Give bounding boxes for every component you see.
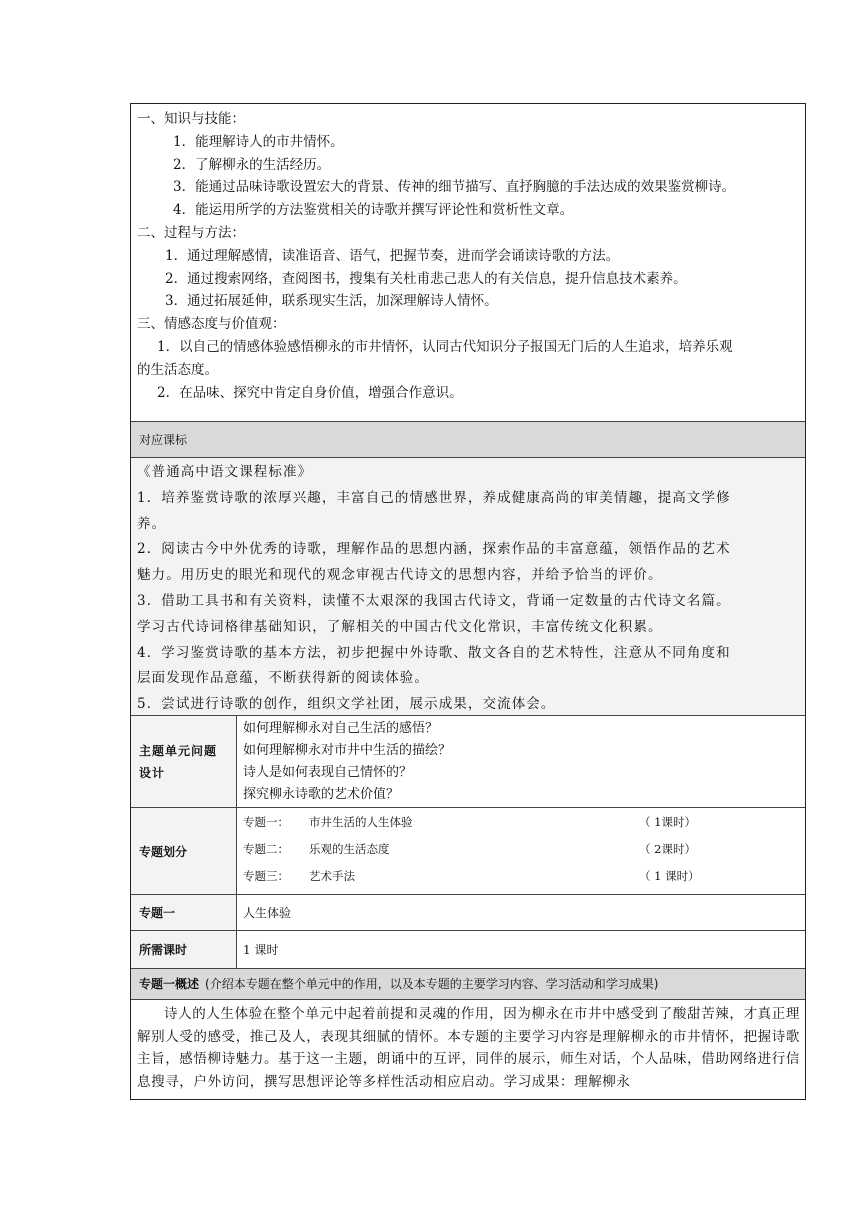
- topic-hours: （ 2课时）: [639, 842, 696, 856]
- objectives-cell: [131, 104, 805, 421]
- standards-cell: [131, 457, 805, 715]
- standards-line: 学习古代诗词格律基础知识，了解相关的中国古代文化常识，丰富传统文化积累。: [137, 618, 663, 635]
- standards-line: 魅力。用历史的眼光和现代的观念审视古代诗文的思想内容，并给予恰当的评价。: [137, 567, 663, 584]
- standards-header: 对应课标: [131, 421, 805, 457]
- section1-title: 一、知识与技能：: [137, 111, 245, 127]
- objective-item: 2．通过搜索网络，查阅图书，搜集有关杜甫悲己悲人的有关信息，提升信息技术素养。: [165, 270, 687, 287]
- lesson-plan-table: [130, 103, 806, 1100]
- section3-title: 三、情感态度与价值观：: [137, 316, 286, 333]
- topic-number: 专题一：: [243, 815, 289, 829]
- hours-row: [131, 930, 805, 968]
- objective-item: 4．能运用所学的方法鉴赏相关的诗歌并撰写评论性和赏析性文章。: [173, 202, 574, 219]
- topic-row: [243, 841, 805, 868]
- question-item: 诗人是如何表现自己情怀的？: [243, 765, 413, 780]
- topic-number: 专题三：: [243, 869, 289, 883]
- topic-name: 艺术手法: [309, 869, 355, 883]
- standards-line: 层面发现作品意蕴，不断获得新的阅读体验。: [137, 670, 429, 687]
- topic1-value: 人生体验: [243, 906, 292, 920]
- standards-line: 养。: [137, 515, 167, 532]
- hours-label: 所需课时: [131, 931, 237, 968]
- hours-value: 1 课时: [243, 943, 279, 957]
- topic-hours: （ 1课时）: [639, 815, 696, 829]
- standards-line: 2．阅读古今中外优秀的诗歌，理解作品的思想内涵，探索作品的丰富意蕴，领悟作品的艺术: [137, 541, 731, 558]
- standards-line: 5．尝试进行诗歌的创作，组织文学社团，展示成果，交流体会。: [137, 696, 556, 713]
- objective-item: 2．在品味、探究中肯定自身价值，增强合作意识。: [157, 384, 463, 401]
- objective-item: 3．能通过品味诗歌设置宏大的背景、传神的细节描写、直抒胸臆的手法达成的效果鉴赏柳诗。: [173, 179, 736, 196]
- section2-title: 二、过程与方法：: [137, 224, 245, 241]
- unit-questions-row: [131, 715, 805, 807]
- objective-item: 1．以自己的情感体验感悟柳永的市井情怀，认同古代知识分子报国无门后的人生追求，培养乐观: [157, 338, 733, 355]
- topic1-row: [131, 894, 805, 930]
- topic1-label: 专题一: [131, 895, 237, 930]
- objective-item-continuation: 的生活态度。: [137, 361, 218, 378]
- topics-row: [131, 807, 805, 894]
- standards-title: 《普通高中语文课程标准》: [137, 464, 313, 480]
- objective-item: 2．了解柳永的生活经历。: [173, 156, 331, 173]
- topic-hours: （ 1 课时）: [639, 869, 700, 883]
- topic-name: 市井生活的人生体验: [309, 815, 413, 829]
- unit-questions-label: 主题单元问题 设计: [131, 716, 237, 807]
- topic-row: [243, 868, 805, 895]
- topic-number: 专题二：: [243, 842, 289, 856]
- topic-name: 乐观的生活态度: [309, 842, 390, 856]
- overview-label: 专题一概述: [139, 977, 200, 991]
- objective-item: 3．通过拓展延伸，联系现实生活，加深理解诗人情怀。: [165, 293, 498, 310]
- unit-questions-list: [237, 716, 805, 807]
- standards-line: 4．学习鉴赏诗歌的基本方法，初步把握中外诗歌、散文各自的艺术特性，注意从不同角度和: [137, 644, 731, 661]
- question-item: 探究柳永诗歌的艺术价值？: [243, 787, 400, 802]
- standards-line: 3．借助工具书和有关资料，读懂不太艰深的我国古代诗文，背诵一定数量的古代诗文名篇。: [137, 592, 731, 609]
- question-item: 如何理解柳永对市井中生活的描绘？: [243, 743, 452, 758]
- standards-line: 1．培养鉴赏诗歌的浓厚兴趣，丰富自己的情感世界，养成健康高尚的审美情趣，提高文学修: [137, 489, 731, 506]
- overview-header: [131, 968, 805, 999]
- objective-item: 1．能理解诗人的市井情怀。: [173, 133, 344, 150]
- overview-note: (介绍本专题在整个单元中的作用，以及本专题的主要学习内容、学习活动和学习成果): [205, 977, 659, 991]
- question-item: 如何理解柳永对自己生活的感悟？: [243, 721, 439, 736]
- topics-list: [237, 808, 805, 894]
- topics-label: 专题划分: [131, 808, 237, 894]
- overview-body: 诗人的人生体验在整个单元中起着前提和灵魂的作用，因为柳永在市井中感受到了酸甜苦辣，才真正理解别人受的感受，推己及人，表现其细腻的情怀。本专题的主要学习内容是理解柳永的市井情怀，把握诗歌主旨，感悟柳诗魅力。基于这一主题，朗诵中的互评，同伴的展示，师生对话，个人品味，借助网络进行信息搜寻，户外访问，撰写思想评论等多样性活动相应启动。学习成果：理解柳永: [131, 999, 805, 1099]
- topic-row: [243, 814, 805, 841]
- objective-item: 1．通过理解感情，读准语音、语气，把握节奏，进而学会诵读诗歌的方法。: [165, 247, 620, 264]
